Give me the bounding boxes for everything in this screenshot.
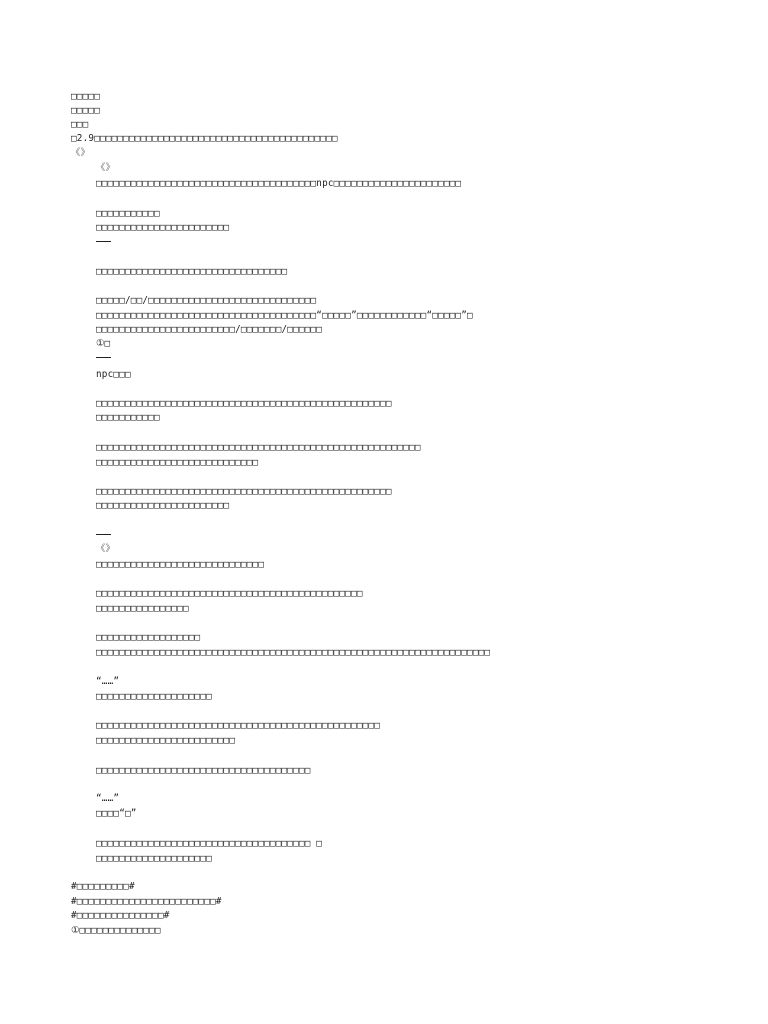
separator-line <box>96 534 111 535</box>
text-line: □□□□□□□□□□□□□□□□□□□□□□□□□□□□□□□□□□□□□□npc□□□□□□□□□□□□□□□□□□□□□□ <box>96 178 462 189</box>
text-line: □□□□□□□□□□□□□□□□□□□□□□□□□□□□□ <box>96 559 265 570</box>
text-line: □□□□“□” <box>96 808 137 819</box>
text-line: #□□□□□□□□□□□□□□□# <box>71 910 170 921</box>
text-line: #□□□□□□□□□# <box>71 881 135 892</box>
text-line: □2.9□□□□□□□□□□□□□□□□□□□□□□□□□□□□□□□□□□□□□□□□□□ <box>71 133 338 144</box>
text-line: □□□□□□□□□□□□□□□□□□ <box>96 632 201 643</box>
text-line: □□□□□□□□□□□ <box>96 208 160 219</box>
text-line: □□□□□□□□□□□ <box>96 412 160 423</box>
separator-line <box>96 357 111 358</box>
text-line: “……” <box>96 793 120 804</box>
text-line: #□□□□□□□□□□□□□□□□□□□□□□□□# <box>71 896 222 907</box>
text-line: npc□□□ <box>96 369 131 380</box>
text-line: □□□□□/□□/□□□□□□□□□□□□□□□□□□□□□□□□□□□□□ <box>96 295 317 306</box>
text-line: 《》 <box>71 147 90 158</box>
text-line: □□□□□ <box>71 105 100 116</box>
text-line: □□□□□□□□□□□□□□□□□□□□□□□□□□□□□□□□□□□□□□“□□□□□”□□□□□□□□□□□□“□□□□□”□ <box>96 310 473 321</box>
text-line: □□□□□□□□□□□□□□□□□□□□□□□□□□□□ <box>96 457 259 468</box>
text-line: ①□ <box>96 338 111 349</box>
text-line: □□□□□□□□□□□□□□□□□□□□□□□ <box>96 222 230 233</box>
text-line: □□□□□□□□□□□□□□□□□□□□□□□□□□□□□□□□□□□□□□□□□□□□□□□□□□□ <box>96 398 392 409</box>
text-line: □□□□□□□□□□□□□□□□□□□□□□□□ <box>96 735 236 746</box>
text-line: □□□□□□□□□□□□□□□□□□□□□□□□□□□□□□□□□□□□□□□□□□□□□□□□□ <box>96 720 381 731</box>
text-line: □□□□□□□□□□□□□□□□□□□□□□□ <box>96 500 230 511</box>
text-line: □□□□□□□□□□□□□□□□□□□□ <box>96 691 212 702</box>
text-line: □□□□□□□□□□□□□□□□□□□□□□□□□□□□□□□□□□□□□ <box>96 765 311 776</box>
text-line: □□□□□□□□□□□□□□□□□□□□□□□□□□□□□□□□□□□□□□□□□□□□□□□□□□□□□□□□□□□□□□□□□□□□ <box>96 647 491 658</box>
text-line: □□□□□□□□□□□□□□□□□□□□□□□□□□□□□□□□□□□□□□□□□□□□□□□□□□□□□□□□ <box>96 442 421 453</box>
text-line: ①□□□□□□□□□□□□□□ <box>71 925 161 936</box>
text-line: 《》 <box>96 162 115 173</box>
text-line: □□□□□□□□□□□□□□□□□□□□ <box>96 853 212 864</box>
text-line: □□□ <box>71 119 89 130</box>
text-line: □□□□□□□□□□□□□□□□□□□□□□□□□□□□□□□□□□□□□□□□□□□□□□ <box>96 588 363 599</box>
text-line: □□□□□□□□□□□□□□□□□□□□□□□□□□□□□□□□□□□□□ □ <box>96 838 323 849</box>
text-line: □□□□□ <box>71 91 100 102</box>
text-line: □□□□□□□□□□□□□□□□□□□□□□□□□□□□□□□□□□□□□□□□□□□□□□□□□□□ <box>96 486 392 497</box>
text-line: □□□□□□□□□□□□□□□□ <box>96 603 189 614</box>
separator-line <box>96 241 111 242</box>
text-line: 《》 <box>96 543 115 554</box>
text-line: “……” <box>96 676 120 687</box>
text-line: □□□□□□□□□□□□□□□□□□□□□□□□/□□□□□□□/□□□□□□ <box>96 324 323 335</box>
text-line: □□□□□□□□□□□□□□□□□□□□□□□□□□□□□□□□□ <box>96 266 288 277</box>
